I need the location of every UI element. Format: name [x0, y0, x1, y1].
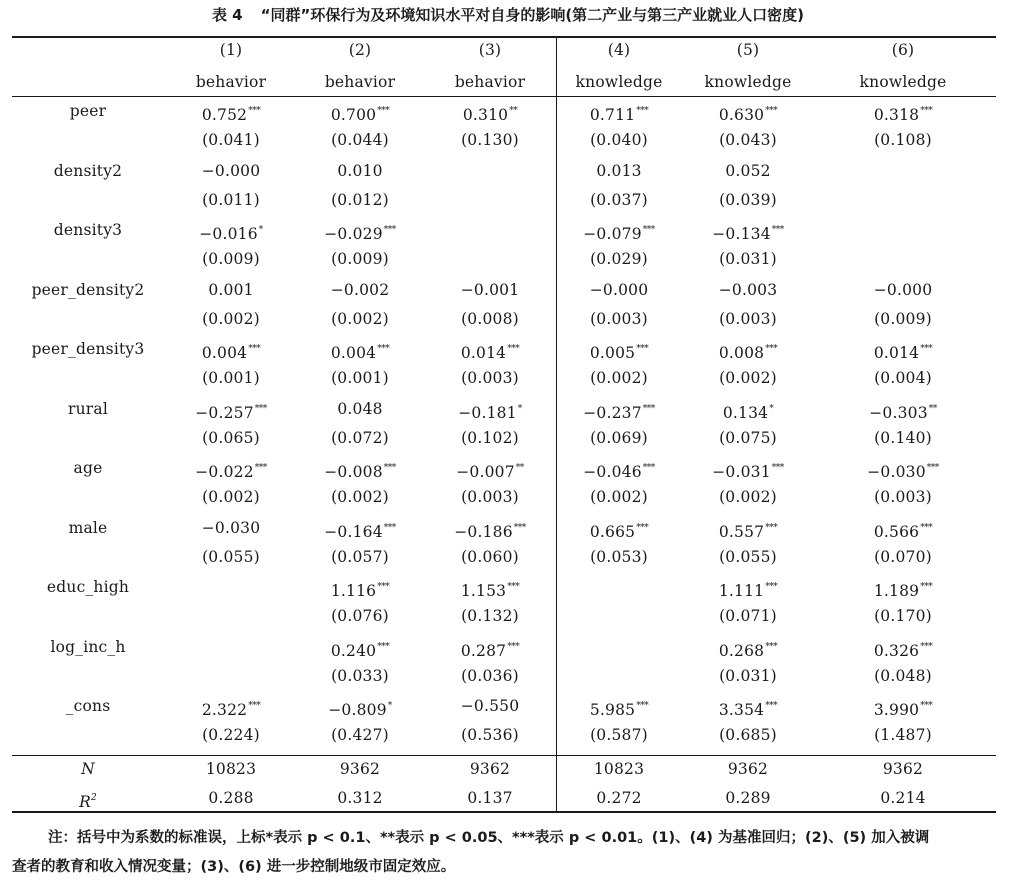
table-note	[12, 824, 998, 882]
std-error-cell: (0.108)	[874, 131, 932, 149]
significance-stars: ***	[636, 522, 649, 533]
std-error-cell: (0.170)	[874, 607, 932, 625]
significance-stars: *	[258, 225, 263, 235]
significance-stars: ***	[377, 344, 390, 354]
significance-stars: ***	[765, 701, 778, 711]
significance-stars: ***	[507, 582, 520, 592]
note-line-2: 查者的教育和收入情况变量；(3)、(6) 进一步控制地级市固定效应。	[12, 859, 456, 875]
coef-cell: −0.016*	[199, 225, 263, 243]
significance-stars: ***	[771, 225, 784, 235]
coef-cell: −0.002	[330, 280, 390, 299]
column-dependent-variable-6: knowledge	[859, 73, 947, 91]
coef-cell: −0.809*	[328, 701, 392, 719]
std-error-cell: (0.003)	[461, 488, 519, 506]
coef-cell: −0.303**	[869, 403, 937, 422]
coef-cell: −0.030***	[867, 463, 939, 481]
std-error-cell: (0.029)	[590, 250, 648, 268]
std-error-cell: (0.001)	[202, 369, 260, 387]
coef-cell: 0.240***	[330, 641, 390, 660]
std-error-cell: (0.002)	[331, 488, 389, 506]
significance-stars: ***	[765, 641, 778, 652]
std-error-cell: (0.069)	[590, 428, 648, 447]
std-error-cell: (0.076)	[331, 607, 389, 625]
coef-cell: −0.003	[718, 280, 778, 299]
coef-cell: 0.557***	[718, 522, 778, 541]
std-error-cell: (0.060)	[461, 547, 519, 566]
coef-cell: 2.322***	[201, 701, 261, 719]
std-error-cell: (0.031)	[719, 250, 777, 268]
n-value: 10823	[593, 760, 645, 778]
row-label-log-inc-h: log_inc_h	[50, 637, 126, 656]
coef-cell: −0.257***	[195, 403, 267, 422]
coef-cell: 1.189***	[873, 582, 933, 600]
r2-value: 0.137	[467, 789, 513, 807]
std-error-cell: (0.001)	[331, 369, 389, 387]
significance-stars: *	[769, 403, 774, 414]
significance-stars: ***	[383, 463, 396, 473]
significance-stars: ***	[765, 106, 778, 116]
coef-cell: 0.700***	[330, 106, 390, 124]
std-error-cell: (0.587)	[590, 726, 648, 744]
coef-cell: 0.134*	[722, 403, 774, 422]
row-label-peer: peer	[69, 102, 107, 120]
significance-stars: ***	[254, 403, 267, 414]
std-error-cell: (0.044)	[331, 131, 389, 149]
significance-stars: ***	[642, 463, 655, 473]
std-error-cell: (0.031)	[719, 666, 777, 685]
std-error-cell: (0.002)	[202, 309, 260, 328]
std-error-cell: (0.002)	[331, 309, 389, 328]
coef-cell: −0.008***	[324, 463, 396, 481]
stats-rule	[12, 755, 996, 756]
std-error-cell: (0.065)	[202, 428, 260, 447]
row-label-educ-high: educ_high	[46, 578, 130, 596]
n-value: 9362	[727, 760, 769, 778]
coef-cell: −0.046***	[583, 463, 655, 481]
significance-stars: **	[515, 463, 524, 473]
n-value: 9362	[882, 760, 924, 778]
std-error-cell: (0.130)	[461, 131, 519, 149]
column-dependent-variable-4: knowledge	[575, 73, 663, 91]
column-dependent-variable-1: behavior	[195, 73, 267, 91]
significance-stars: ***	[926, 463, 939, 473]
std-error-cell: (0.132)	[461, 607, 519, 625]
std-error-cell: (0.070)	[874, 547, 932, 566]
column-dependent-variable-3: behavior	[454, 73, 526, 91]
row-label-age: age	[73, 459, 103, 477]
n-value: 9362	[339, 760, 381, 778]
coef-cell: 0.005***	[589, 344, 649, 362]
std-error-cell: (0.033)	[331, 666, 389, 685]
coef-cell: 0.004***	[201, 344, 261, 362]
coef-cell: 0.310**	[462, 106, 518, 124]
table-caption: “同群”环保行为及环境知识水平对自身的影响(第二产业与第三产业就业人口密度)	[260, 6, 805, 24]
table-number: 表 4	[211, 6, 243, 24]
coef-cell: 0.318***	[873, 106, 933, 124]
coef-cell: −0.000	[201, 161, 261, 180]
r2-value: 0.272	[596, 789, 642, 807]
coef-cell: 0.004***	[330, 344, 390, 362]
std-error-cell: (0.003)	[461, 369, 519, 387]
significance-stars: ***	[771, 463, 784, 473]
n-value: 10823	[205, 760, 257, 778]
coef-cell: 0.630***	[718, 106, 778, 124]
significance-stars: ***	[636, 344, 649, 354]
significance-stars: ***	[920, 582, 933, 592]
coef-cell: 0.048	[337, 399, 383, 418]
std-error-cell: (0.009)	[202, 250, 260, 268]
std-error-cell: (0.002)	[719, 488, 777, 506]
note-line-1: 括号中为系数的标准误，上标*表示 p < 0.1、**表示 p < 0.05、***表示 p < 0.01。(1)、(4) 为基准回归；(2)、(5) 加入被调	[77, 830, 930, 846]
std-error-cell: (0.037)	[590, 190, 648, 209]
table-title	[0, 4, 1016, 25]
row-label-density3: density3	[53, 221, 123, 239]
coef-cell: −0.000	[873, 280, 933, 299]
r2-value: 0.214	[880, 789, 926, 807]
coef-cell: −0.079***	[583, 225, 655, 243]
significance-stars: ***	[765, 582, 778, 592]
std-error-cell: (0.039)	[719, 190, 777, 209]
std-error-cell: (0.140)	[874, 428, 932, 447]
column-dependent-variable-5: knowledge	[704, 73, 792, 91]
row-label-cons: _cons	[65, 697, 111, 715]
std-error-cell: (0.012)	[331, 190, 389, 209]
coef-cell: 0.287***	[460, 641, 520, 660]
coef-cell: −0.134***	[712, 225, 784, 243]
coef-cell: 0.566***	[873, 522, 933, 541]
coef-cell: 0.052	[725, 161, 771, 180]
coef-cell: 1.116***	[330, 582, 390, 600]
coef-cell: −0.000	[589, 280, 649, 299]
coef-cell: −0.001	[460, 280, 520, 299]
std-error-cell: (0.427)	[331, 726, 389, 744]
std-error-cell: (0.075)	[719, 428, 777, 447]
row-label-peer-density3: peer_density3	[31, 340, 145, 358]
significance-stars: ***	[513, 522, 526, 533]
significance-stars: ***	[920, 522, 933, 533]
column-number-3: (3)	[478, 41, 502, 59]
coef-cell: −0.007**	[456, 463, 524, 481]
coef-cell: −0.030	[201, 518, 261, 537]
column-number-4: (4)	[607, 41, 631, 59]
note-prefix: 注：	[48, 830, 77, 846]
coef-cell: −0.237***	[583, 403, 655, 422]
coef-cell: 5.985***	[589, 701, 649, 719]
coef-cell: 0.008***	[718, 344, 778, 362]
row-label-n: N	[81, 760, 95, 778]
std-error-cell: (0.057)	[331, 547, 389, 566]
significance-stars: ***	[920, 641, 933, 652]
column-number-5: (5)	[736, 41, 760, 59]
r2-value: 0.288	[208, 789, 254, 807]
coef-cell: −0.164***	[324, 522, 396, 541]
significance-stars: **	[928, 403, 937, 414]
significance-stars: ***	[248, 106, 261, 116]
std-error-cell: (0.002)	[590, 488, 648, 506]
significance-stars: ***	[248, 701, 261, 711]
row-label-density2: density2	[53, 161, 123, 180]
row-label-male: male	[68, 518, 108, 537]
coef-cell: 0.001	[208, 280, 254, 299]
std-error-cell: (0.071)	[719, 607, 777, 625]
std-error-cell: (0.002)	[719, 369, 777, 387]
std-error-cell: (0.685)	[719, 726, 777, 744]
significance-stars: ***	[920, 701, 933, 711]
std-error-cell: (0.041)	[202, 131, 260, 149]
coef-cell: 0.014***	[460, 344, 520, 362]
std-error-cell: (1.487)	[874, 726, 932, 744]
column-number-2: (2)	[348, 41, 372, 59]
significance-stars: ***	[248, 344, 261, 354]
row-label-peer-density2: peer_density2	[31, 280, 145, 299]
significance-stars: ***	[920, 106, 933, 116]
r2-superscript: 2	[90, 793, 97, 803]
significance-stars: ***	[920, 344, 933, 354]
significance-stars: **	[509, 106, 518, 116]
n-value: 9362	[469, 760, 511, 778]
std-error-cell: (0.055)	[202, 547, 260, 566]
significance-stars: ***	[765, 344, 778, 354]
coef-cell: 3.354***	[718, 701, 778, 719]
coef-cell: 1.111***	[718, 582, 778, 600]
std-error-cell: (0.036)	[461, 666, 519, 685]
significance-stars: ***	[636, 106, 649, 116]
significance-stars: *	[387, 701, 392, 711]
coef-cell: 0.010	[337, 161, 383, 180]
std-error-cell: (0.003)	[590, 309, 648, 328]
std-error-cell: (0.004)	[874, 369, 932, 387]
std-error-cell: (0.053)	[590, 547, 648, 566]
coef-cell: −0.181*	[458, 403, 522, 422]
significance-stars: ***	[377, 641, 390, 652]
coef-cell: 0.326***	[873, 641, 933, 660]
std-error-cell: (0.072)	[331, 428, 389, 447]
coef-cell: −0.550	[460, 697, 520, 715]
std-error-cell: (0.055)	[719, 547, 777, 566]
std-error-cell: (0.102)	[461, 428, 519, 447]
coef-cell: 0.752***	[201, 106, 261, 124]
significance-stars: ***	[383, 522, 396, 533]
std-error-cell: (0.002)	[202, 488, 260, 506]
significance-stars: ***	[642, 403, 655, 414]
std-error-cell: (0.008)	[461, 309, 519, 328]
std-error-cell: (0.009)	[331, 250, 389, 268]
top-rule	[12, 36, 996, 38]
bottom-rule	[12, 811, 996, 813]
coef-cell: 0.665***	[589, 522, 649, 541]
coef-cell: 0.014***	[873, 344, 933, 362]
coef-cell: 1.153***	[460, 582, 520, 600]
significance-stars: ***	[507, 344, 520, 354]
std-error-cell: (0.002)	[590, 369, 648, 387]
coef-cell: 3.990***	[873, 701, 933, 719]
coef-cell: −0.029***	[324, 225, 396, 243]
row-label-r2: $R^2$	[79, 793, 97, 811]
significance-stars: ***	[636, 701, 649, 711]
coef-cell: 0.268***	[718, 641, 778, 660]
std-error-cell: (0.040)	[590, 131, 648, 149]
significance-stars: ***	[765, 522, 778, 533]
std-error-cell: (0.536)	[461, 726, 519, 744]
significance-stars: ***	[377, 106, 390, 116]
std-error-cell: (0.009)	[874, 309, 932, 328]
std-error-cell: (0.043)	[719, 131, 777, 149]
significance-stars: *	[517, 403, 522, 414]
significance-stars: ***	[254, 463, 267, 473]
std-error-cell: (0.003)	[719, 309, 777, 328]
row-label-rural: rural	[68, 399, 108, 418]
column-divider	[556, 37, 557, 812]
header-rule	[12, 96, 996, 97]
coef-cell: −0.022***	[195, 463, 267, 481]
std-error-cell: (0.011)	[202, 190, 260, 209]
column-dependent-variable-2: behavior	[324, 73, 396, 91]
std-error-cell: (0.048)	[874, 666, 932, 685]
r2-value: 0.289	[725, 789, 771, 807]
coef-cell: 0.711***	[589, 106, 649, 124]
column-number-1: (1)	[219, 41, 243, 59]
std-error-cell: (0.003)	[874, 488, 932, 506]
significance-stars: ***	[377, 582, 390, 592]
coef-cell: 0.013	[596, 161, 642, 180]
column-number-6: (6)	[891, 41, 915, 59]
coef-cell: −0.031***	[712, 463, 784, 481]
std-error-cell: (0.224)	[202, 726, 260, 744]
coef-cell: −0.186***	[454, 522, 526, 541]
significance-stars: ***	[383, 225, 396, 235]
significance-stars: ***	[507, 641, 520, 652]
r2-value: 0.312	[337, 789, 383, 807]
significance-stars: ***	[642, 225, 655, 235]
